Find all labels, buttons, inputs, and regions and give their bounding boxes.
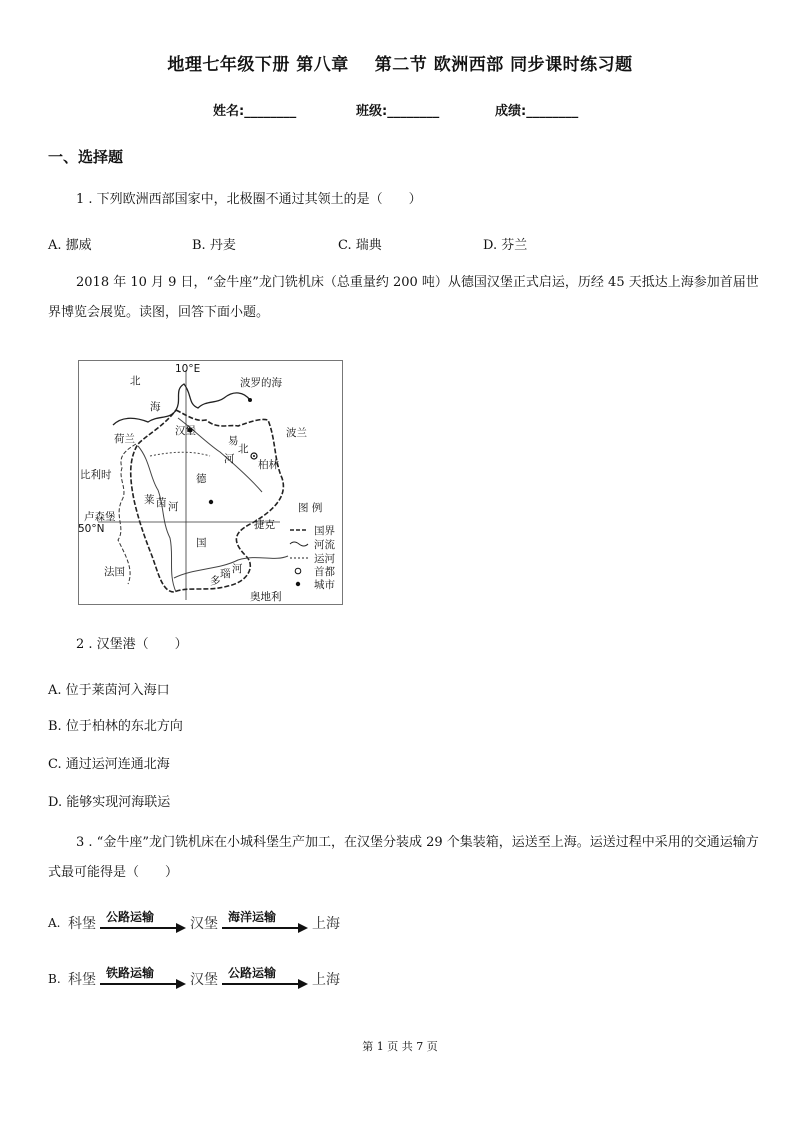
question-3-option-b bbox=[48, 966, 340, 992]
hamburg-label: 汉堡 bbox=[175, 425, 196, 437]
option-b-to: 上海 bbox=[312, 972, 340, 988]
coburg-marker bbox=[209, 500, 213, 504]
rhine-label-3: 河 bbox=[168, 501, 179, 513]
elbe-label-3: 河 bbox=[224, 453, 235, 465]
title-part2: 第二节 欧洲西部 同步课时练习题 bbox=[374, 55, 633, 75]
option-a-arrow-1 bbox=[100, 910, 186, 936]
question-3-stem: 3 . “金牛座”龙门铣机床在小城科堡生产加工，在汉堡分装成 29 个集装箱，运送至上海。运送过程中采用的交通运输方式最可能得是（ ） bbox=[48, 835, 759, 880]
option-b-arrow-1 bbox=[100, 966, 186, 992]
canal bbox=[150, 452, 210, 456]
north-sea-label-1: 北 bbox=[130, 375, 141, 387]
option-b-arrow-2 bbox=[222, 966, 308, 992]
coastline bbox=[113, 384, 250, 425]
belgium-label: 比利时 bbox=[80, 469, 112, 481]
option-a-arrow-2-label: 海洋运输 bbox=[228, 910, 277, 924]
option-a-arrow-2 bbox=[222, 910, 308, 936]
legend-border: 国界 bbox=[314, 525, 335, 537]
parallel-label: 50°N bbox=[78, 523, 105, 535]
score-field: 成绩:________ bbox=[495, 104, 579, 119]
page-title bbox=[0, 50, 800, 75]
legend-title: 图 例 bbox=[298, 502, 323, 514]
option-a-from: 科堡 bbox=[68, 916, 96, 932]
danube-label-3: 河 bbox=[232, 563, 243, 575]
question-2-option-c: C. 通过运河连通北海 bbox=[48, 757, 170, 772]
question-2-option-a: A. 位于莱茵河入海口 bbox=[48, 683, 170, 698]
north-sea-label-2: 海 bbox=[150, 401, 161, 413]
question-2-stem: 2 . 汉堡港（ ） bbox=[76, 637, 188, 652]
berlin-label: 柏林 bbox=[258, 459, 279, 471]
poland-label: 波兰 bbox=[286, 427, 307, 439]
germany-label-2: 国 bbox=[196, 537, 207, 549]
baltic-port-marker bbox=[248, 398, 252, 402]
danube-label-2: 瑙 bbox=[220, 568, 231, 580]
germany-map bbox=[78, 360, 343, 605]
option-a-arrow-1-label: 公路运输 bbox=[106, 910, 155, 924]
legend-canal: 运河 bbox=[314, 553, 335, 565]
rhine-label-1: 莱 bbox=[144, 494, 155, 506]
luxembourg-label: 卢森堡 bbox=[84, 511, 116, 523]
section-heading: 一、选择题 bbox=[48, 148, 124, 166]
name-field: 姓名:________ bbox=[213, 104, 297, 119]
austria-label: 奥地利 bbox=[250, 591, 282, 603]
page-footer: 第 1 页 共 7 页 bbox=[362, 1040, 438, 1053]
question-1-option-d: D. 芬兰 bbox=[483, 238, 528, 253]
option-b-mid: 汉堡 bbox=[190, 972, 218, 988]
france-label: 法国 bbox=[104, 566, 125, 578]
legend-river: 河流 bbox=[314, 539, 335, 551]
option-b-arrow-1-label: 铁路运输 bbox=[106, 966, 155, 980]
czech-label: 捷克 bbox=[254, 519, 275, 531]
germany-label-1: 德 bbox=[196, 473, 207, 485]
option-b-letter: B. bbox=[48, 972, 61, 986]
legend-capital: 首都 bbox=[314, 566, 335, 578]
question-3-option-a bbox=[48, 910, 340, 936]
elbe-label-1: 易 bbox=[228, 435, 239, 447]
baltic-sea-label: 波罗的海 bbox=[240, 377, 282, 389]
question-2-option-b: B. 位于柏林的东北方向 bbox=[48, 719, 183, 734]
meridian-label: 10°E bbox=[175, 363, 201, 375]
class-field: 班级:________ bbox=[356, 104, 440, 119]
option-b-from: 科堡 bbox=[68, 972, 96, 988]
question-1-option-a: A. 挪威 bbox=[48, 238, 92, 253]
elbe-label-2: 北 bbox=[238, 443, 249, 455]
option-a-letter: A. bbox=[48, 916, 61, 930]
option-a-mid: 汉堡 bbox=[190, 916, 218, 932]
legend-river-symbol bbox=[290, 542, 308, 546]
legend-city: 城市 bbox=[314, 579, 335, 591]
legend-city-symbol bbox=[296, 582, 300, 586]
netherlands-label: 荷兰 bbox=[114, 433, 135, 445]
question-1-stem: 1 . 下列欧洲西部国家中，北极圈不通过其领土的是（ ） bbox=[76, 192, 422, 207]
option-a-to: 上海 bbox=[312, 916, 340, 932]
question-2-option-d: D. 能够实现河海联运 bbox=[48, 795, 171, 810]
rhine-label-2: 茵 bbox=[156, 497, 167, 509]
option-b-arrow-2-label: 公路运输 bbox=[228, 966, 277, 980]
reading-passage: 2018 年 10 月 9 日，“金牛座”龙门铣机床（总重量约 200 吨）从德国汉堡正式启运，历经 45 天抵达上海参加首届世界博览会展览。读图，回答下面小题。 bbox=[48, 275, 759, 320]
western-border bbox=[118, 444, 136, 584]
danube-river bbox=[174, 556, 288, 578]
title-part1: 地理七年级下册 第八章 bbox=[167, 55, 349, 75]
danube-label-1: 多 bbox=[210, 575, 221, 587]
legend-capital-symbol bbox=[295, 568, 301, 574]
question-1-option-b: B. 丹麦 bbox=[192, 238, 236, 253]
question-1-option-c: C. 瑞典 bbox=[338, 238, 382, 253]
